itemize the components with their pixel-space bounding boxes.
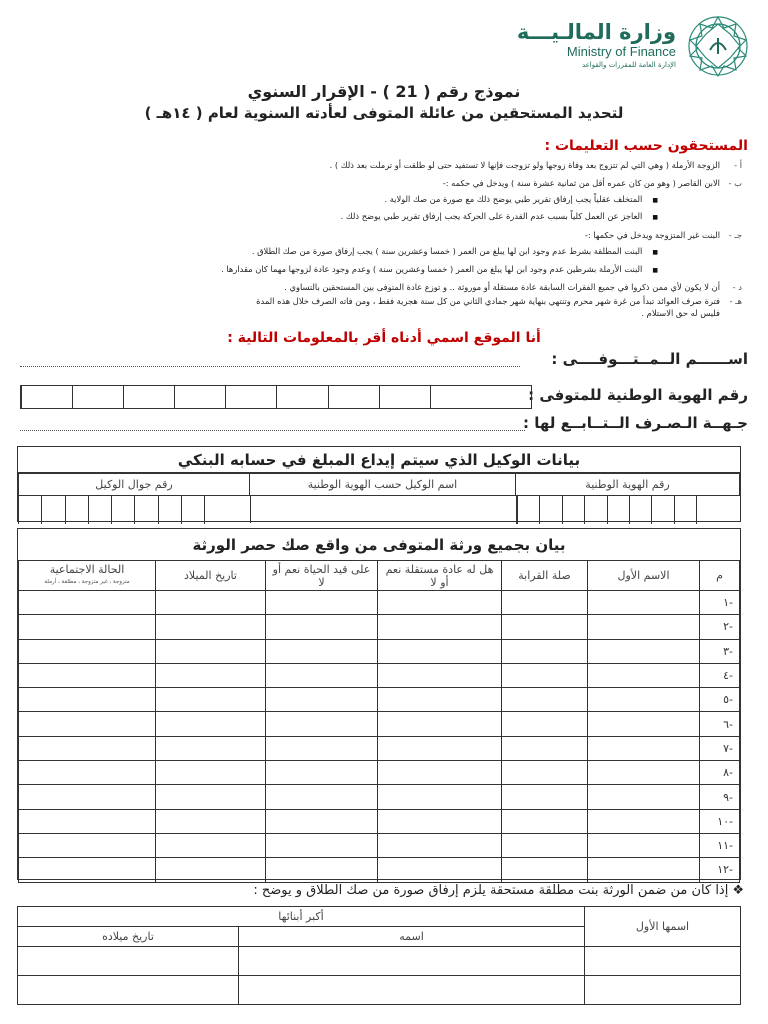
- kids-col-first-name: اسمها الأول: [585, 907, 741, 947]
- heir-cell[interactable]: [378, 591, 502, 615]
- heir-cell[interactable]: [378, 712, 502, 736]
- heir-cell[interactable]: [588, 639, 700, 663]
- instruction-item: [42, 230, 742, 241]
- heir-row: [19, 736, 740, 760]
- heir-row: [19, 615, 740, 639]
- agent-mobile-input[interactable]: [18, 496, 250, 524]
- heir-cell[interactable]: [502, 809, 588, 833]
- heir-cell[interactable]: [19, 615, 156, 639]
- heir-cell[interactable]: [156, 688, 266, 712]
- heir-cell[interactable]: [19, 663, 156, 687]
- heir-cell[interactable]: [502, 639, 588, 663]
- heir-cell[interactable]: [378, 615, 502, 639]
- heir-cell[interactable]: [378, 688, 502, 712]
- heir-row-number: -٩: [700, 785, 740, 809]
- heirs-col-relation: صلة القرابة: [502, 561, 588, 591]
- ministry-emblem-icon: [686, 14, 750, 78]
- heir-cell[interactable]: [19, 639, 156, 663]
- heir-cell[interactable]: [588, 663, 700, 687]
- form-title: نموذج رقم ( 21 ) - الإقرار السنوي: [247, 82, 521, 101]
- agent-section-title: بيانات الوكيل الذي سيتم إيداع المبلغ في حسابه البنكي: [18, 447, 740, 473]
- heir-cell[interactable]: [378, 833, 502, 857]
- instruction-item: [42, 160, 742, 171]
- heir-row-number: -١٠: [700, 809, 740, 833]
- heir-cell[interactable]: [156, 591, 266, 615]
- heir-cell[interactable]: [502, 663, 588, 687]
- heirs-col-first-name: الاسم الأول: [588, 561, 700, 591]
- heir-row: [19, 809, 740, 833]
- instruction-letter: هـ -: [729, 296, 742, 306]
- heir-row: [19, 663, 740, 687]
- instruction-text: أن لا يكون لأي ممن ذكروا في جميع الفقرات السابقة عادة مستقلة أو موروثة .. و توزع عادة المتوفى بين المستحقين بالتساوي .: [284, 282, 720, 292]
- department-name: الإدارة العامة للمقررات والقواعد: [581, 61, 676, 69]
- heir-cell[interactable]: [266, 809, 378, 833]
- heirs-col-num: م: [700, 561, 740, 591]
- heir-cell[interactable]: [19, 736, 156, 760]
- heir-row: [19, 712, 740, 736]
- kids-birth-cell[interactable]: [18, 976, 239, 1005]
- heir-row-number: -٤: [700, 663, 740, 687]
- heir-row: [19, 833, 740, 857]
- heir-cell[interactable]: [19, 761, 156, 785]
- heir-cell[interactable]: [19, 688, 156, 712]
- heir-cell[interactable]: [266, 761, 378, 785]
- heirs-col-status: [19, 561, 156, 591]
- heir-cell[interactable]: [266, 712, 378, 736]
- heir-cell[interactable]: [378, 736, 502, 760]
- heir-cell[interactable]: [502, 761, 588, 785]
- heir-cell[interactable]: [156, 785, 266, 809]
- declaration-heading: أنا الموقع اسمي أدناه أقر بالمعلومات التالية :: [227, 330, 541, 346]
- heir-cell[interactable]: [266, 688, 378, 712]
- heir-cell[interactable]: [19, 858, 156, 882]
- heir-cell[interactable]: [156, 809, 266, 833]
- heir-cell[interactable]: [19, 785, 156, 809]
- instruction-text: الزوجة الأرملة ( وهي التي لم تتزوج بعد وفاة زوجها ولو تزوجت فإنها لا تستفيد حتى لو طلقت أو ترملت بعد ذلك ) .: [329, 160, 720, 170]
- heirs-col-status-note: متزوجة ، غير متزوجة ، مطلقة ، أرملة: [44, 578, 130, 585]
- agent-col-id: رقم الهوية الوطنية: [516, 474, 740, 496]
- heir-cell[interactable]: [378, 858, 502, 882]
- heir-row-number: -٧: [700, 736, 740, 760]
- heir-cell[interactable]: [19, 712, 156, 736]
- heir-cell[interactable]: [19, 591, 156, 615]
- heir-cell[interactable]: [588, 736, 700, 760]
- kids-col-name: اسمه: [239, 927, 585, 947]
- heir-cell[interactable]: [588, 591, 700, 615]
- eldest-son-table: [17, 906, 741, 1005]
- ministry-name-en: Ministry of Finance: [566, 44, 676, 59]
- instructions-heading: المستحقون حسب التعليمات :: [544, 138, 748, 154]
- heir-row-number: -٨: [700, 761, 740, 785]
- kids-birth-cell[interactable]: [18, 947, 239, 976]
- divorced-note-text: إذا كان من ضمن الورثة بنت مطلقة مستحقة يلزم إرفاق صورة من صك الطلاق و يوضح :: [253, 883, 729, 898]
- kids-name-cell[interactable]: [239, 976, 585, 1005]
- divorced-note: [253, 883, 744, 898]
- pay-entity-label: جـهــة الـصـرف الــتــابــع لها :: [523, 414, 748, 432]
- heir-cell[interactable]: [588, 761, 700, 785]
- heir-cell[interactable]: [156, 639, 266, 663]
- instruction-bullet: ■ العاجز عن العمل كلياً بسبب عدم القدرة على الحركة يجب إرفاق تقرير طبي يوضح ذلك .: [341, 211, 658, 223]
- heir-cell[interactable]: [266, 663, 378, 687]
- heir-cell[interactable]: [156, 761, 266, 785]
- agent-id-input[interactable]: [516, 496, 740, 524]
- heir-cell[interactable]: [378, 809, 502, 833]
- heir-cell[interactable]: [156, 615, 266, 639]
- instruction-bullet: ■ المتخلف عقلياً يجب إرفاق تقرير طبي يوضح ذلك مع صورة من صك الولاية .: [384, 194, 658, 206]
- heir-row: [19, 785, 740, 809]
- heir-row-number: -٥: [700, 688, 740, 712]
- heir-cell[interactable]: [266, 615, 378, 639]
- instruction-text: فترة صرف العوائد تبدأ من غرة شهر محرم وتنتهي بنهاية شهر جمادي الثاني من كل سنة هجرية فقط ، ومن فاته الصرف خلال هذه المدة: [256, 296, 720, 306]
- instruction-letter: ب -: [728, 178, 742, 188]
- heir-cell[interactable]: [156, 663, 266, 687]
- instruction-item: [42, 296, 742, 307]
- heir-cell[interactable]: [502, 858, 588, 882]
- heir-cell[interactable]: [378, 785, 502, 809]
- instruction-item: [42, 308, 742, 319]
- heir-cell[interactable]: [156, 833, 266, 857]
- heir-cell[interactable]: [378, 639, 502, 663]
- heir-cell[interactable]: [502, 833, 588, 857]
- heir-row-number: -١: [700, 591, 740, 615]
- heir-cell[interactable]: [588, 688, 700, 712]
- agent-name-input[interactable]: [250, 496, 516, 523]
- ministry-name-ar: وزارة المالـيـــة: [516, 20, 676, 44]
- kids-col-eldest: أكبر أبنائها: [18, 907, 585, 927]
- heir-cell[interactable]: [502, 591, 588, 615]
- instruction-bullet: ■ البنت المطلقة بشرط عدم وجود ابن لها يبلغ من العمر ( خمسا وعشرين سنة ) يجب إرفاق صورة من صك الطلاق .: [252, 246, 658, 258]
- heir-row: [19, 591, 740, 615]
- heirs-col-status-label: الحالة الاجتماعية: [49, 562, 125, 576]
- agent-section: [17, 446, 741, 522]
- diamond-bullet-icon: ❖: [732, 883, 744, 898]
- agent-col-name: اسم الوكيل حسب الهوية الوطنية: [250, 474, 516, 496]
- heir-row-number: -٦: [700, 712, 740, 736]
- heir-row: [19, 639, 740, 663]
- heirs-col-birth: تاريخ الميلاد: [156, 561, 266, 591]
- heir-cell[interactable]: [502, 688, 588, 712]
- heir-row-number: -١١: [700, 833, 740, 857]
- heir-row-number: -٣: [700, 639, 740, 663]
- agent-table: [18, 473, 740, 496]
- kids-col-birth: تاريخ ميلاده: [18, 927, 239, 947]
- heirs-table: [18, 560, 740, 883]
- heir-cell[interactable]: [266, 785, 378, 809]
- heir-row: [19, 688, 740, 712]
- heir-cell[interactable]: [502, 785, 588, 809]
- instruction-letter: أ -: [734, 160, 742, 170]
- heir-cell[interactable]: [588, 615, 700, 639]
- heir-cell[interactable]: [502, 712, 588, 736]
- instruction-bullet: ■ البنت الأرملة بشرطين عدم وجود ابن لها يبلغ من العمر ( خمسا وعشرين سنة ) وعدم وجود عادة لزوجها مهما كان مقدارها .: [221, 264, 658, 276]
- heir-cell[interactable]: [266, 833, 378, 857]
- heirs-section: [17, 528, 741, 880]
- deceased-id-field[interactable]: [20, 385, 532, 409]
- heir-cell[interactable]: [266, 591, 378, 615]
- heir-cell[interactable]: [588, 712, 700, 736]
- heir-row: [19, 858, 740, 882]
- heir-cell[interactable]: [156, 858, 266, 882]
- eldest-son-section: [17, 906, 741, 1008]
- heir-row: [19, 761, 740, 785]
- heirs-col-pension: هل له عادة مستقلة نعم أو لا: [378, 561, 502, 591]
- heir-cell[interactable]: [266, 736, 378, 760]
- heir-cell[interactable]: [156, 736, 266, 760]
- pay-entity-field[interactable]: [20, 430, 525, 431]
- kids-first-name-cell[interactable]: [585, 976, 741, 1005]
- instruction-text: فليس له حق الاستلام .: [641, 308, 720, 318]
- instruction-letter: جـ -: [728, 230, 742, 240]
- heir-cell[interactable]: [588, 809, 700, 833]
- heir-cell[interactable]: [19, 809, 156, 833]
- heir-row-number: -٢: [700, 615, 740, 639]
- heir-cell[interactable]: [266, 639, 378, 663]
- heirs-col-alive: على قيد الحياة نعم أو لا: [266, 561, 378, 591]
- instruction-item: [42, 178, 742, 189]
- instruction-text: الابن القاصر ( وهو من كان عمره أقل من ثمانية عشرة سنة ) ويدخل في حكمه :-: [442, 178, 720, 188]
- heir-cell[interactable]: [502, 615, 588, 639]
- kids-name-cell[interactable]: [239, 947, 585, 976]
- heir-cell[interactable]: [266, 858, 378, 882]
- deceased-name-label: اســــــم الــمــتـــوفــــى :: [551, 350, 748, 368]
- kids-first-name-cell[interactable]: [585, 947, 741, 976]
- heir-cell[interactable]: [588, 785, 700, 809]
- heirs-section-title: بيان بجميع ورثة المتوفى من واقع صك حصر الورثة: [18, 529, 740, 561]
- deceased-name-field[interactable]: [20, 366, 520, 367]
- instruction-text: البنت غير المتزوجة ويدخل في حكمها :-: [584, 230, 720, 240]
- ministry-logo: [510, 14, 750, 84]
- form-subtitle: لتحديد المستحقين من عائلة المتوفى لعأدته السنوية لعام ( ١٤هـ ): [144, 104, 624, 122]
- heir-cell[interactable]: [378, 761, 502, 785]
- instruction-item: [42, 282, 742, 293]
- heir-cell[interactable]: [588, 858, 700, 882]
- heir-cell[interactable]: [378, 663, 502, 687]
- heir-cell[interactable]: [19, 833, 156, 857]
- heir-cell[interactable]: [588, 833, 700, 857]
- instruction-letter: د -: [732, 282, 742, 292]
- heir-cell[interactable]: [156, 712, 266, 736]
- heir-cell[interactable]: [502, 736, 588, 760]
- heir-row-number: -١٢: [700, 858, 740, 882]
- deceased-id-label: رقم الهوية الوطنية للمتوفى :: [528, 386, 748, 404]
- agent-col-mobile: رقم جوال الوكيل: [19, 474, 250, 496]
